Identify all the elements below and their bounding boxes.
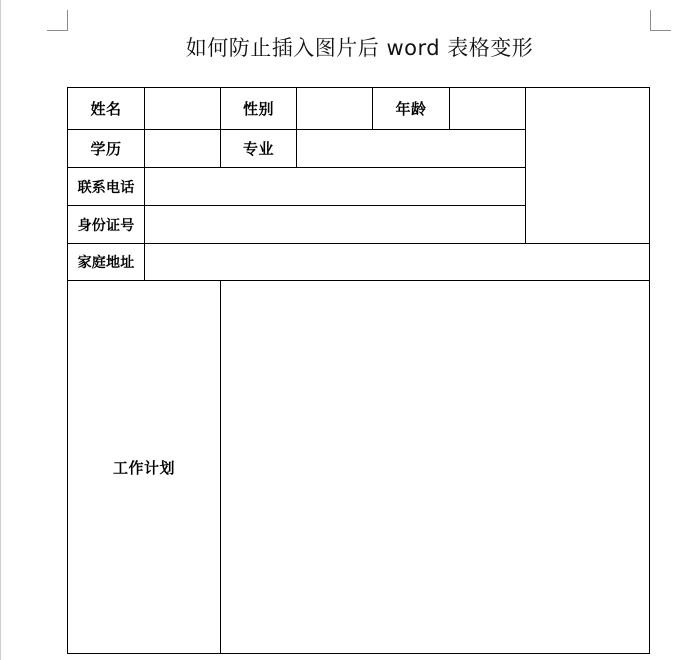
id-number-label: 身份证号 [68,206,145,244]
major-label: 专业 [221,130,297,168]
address-label: 家庭地址 [68,244,145,281]
margin-corner-top-left [47,10,68,31]
work-plan-field[interactable] [221,281,649,653]
education-field[interactable] [145,130,221,168]
major-field[interactable] [297,130,526,168]
phone-label: 联系电话 [68,168,145,206]
photo-field[interactable] [526,88,649,244]
gender-field[interactable] [297,88,373,130]
name-field[interactable] [145,88,221,130]
id-number-field[interactable] [145,206,526,244]
education-label: 学历 [68,130,145,168]
document-title: 如何防止插入图片后 word 表格变形 [185,36,534,60]
name-label: 姓名 [68,88,145,130]
age-label: 年龄 [373,88,450,130]
page-left-edge [0,0,1,660]
work-plan-label: 工作计划 [68,281,221,653]
age-field[interactable] [450,88,526,130]
phone-field[interactable] [145,168,526,206]
address-field[interactable] [145,244,649,281]
form-table [67,87,650,654]
gender-label: 性别 [221,88,297,130]
margin-corner-top-right [650,10,671,31]
